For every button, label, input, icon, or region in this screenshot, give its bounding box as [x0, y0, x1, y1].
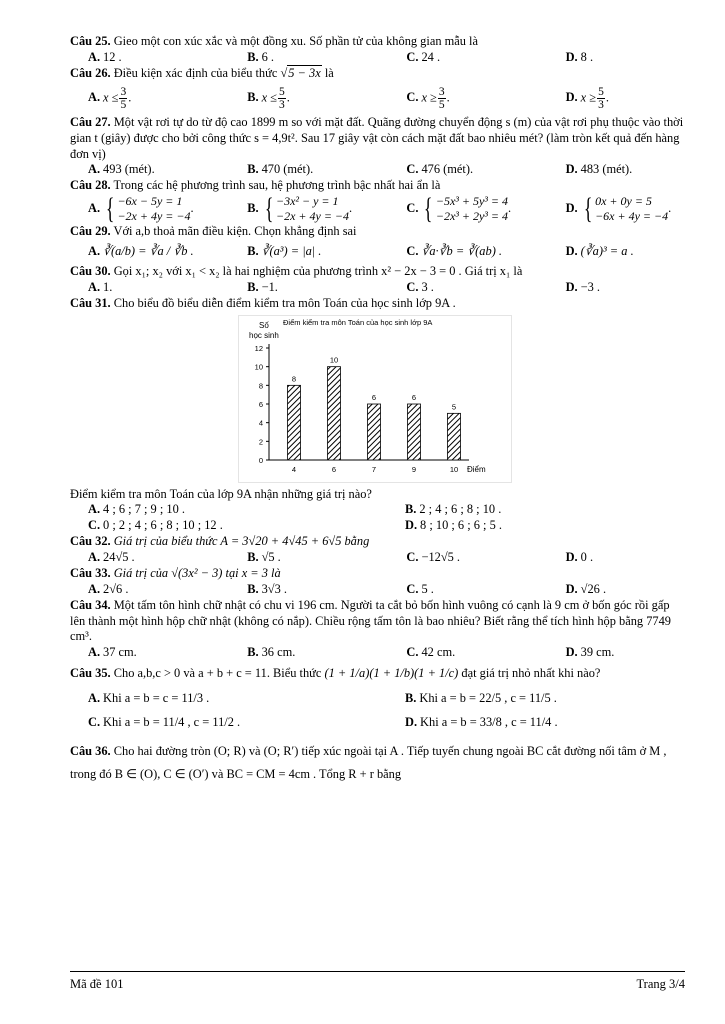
q25-options	[70, 50, 685, 66]
question-36: Câu 36. Cho hai đường tròn (O; R) và (O; R′) tiếp xúc ngoài tại A . Tiếp tuyến chung ngoài BC cắt đường nối tâm ở M , trong đó B ∈ (O), C ∈ (O′) và BC = CM = 4cm . Tổng R + r bằng	[70, 743, 667, 782]
q31-options-row2	[70, 518, 685, 534]
question-27: Câu 27. Một vật rơi tự do từ độ cao 1899 m so với mặt đất. Quãng đường chuyển động s (m) của vật rơi phụ thuộc vào thời gian t (giây) được cho bởi công thức s = 4,9t². Sau 17 giây vật còn cách mặt đất bao nhiêu mét? (làm tròn kết quả đến hàng đơn vị)	[70, 114, 684, 161]
q25-option-c: C. 24 .	[406, 49, 441, 64]
q28-option-d: D. { 0x + 0y = 5 −6x + 4y = −4 .	[565, 192, 672, 226]
chart-data-label: 8	[291, 373, 297, 383]
q33-option-c: C. 5 .	[406, 581, 434, 596]
question-25: Câu 25. Gieo một con xúc xắc và một đồng xu. Số phần tử của không gian mẫu là	[70, 34, 478, 48]
exam-code: Mã đề 101	[70, 977, 124, 991]
bar-chart	[238, 315, 512, 483]
q35-options-row2	[70, 711, 685, 735]
q28-option-b: B. { −3x² − y = 1 −2x + 4y = −4 .	[247, 192, 353, 226]
q30-option-b: B. −1.	[247, 279, 278, 294]
bar-chart-svg	[239, 316, 511, 482]
q26-option-c: C. x ≥ $\frac{3}{5}$ .	[406, 85, 450, 111]
q33-option-b: B. 3√3 .	[247, 581, 287, 596]
q29-option-d: D. (∛a)³ = a .	[565, 244, 634, 258]
q31-options-row1	[70, 502, 685, 518]
chart-xlabel: Điểm	[467, 464, 486, 474]
chart-ytick-label: 0	[258, 455, 263, 465]
q35-option-d: D. Khi a = b = 33/8 , c = 11/4 .	[405, 714, 558, 729]
q33-option-a: A. 2√6 .	[88, 581, 129, 596]
chart-xtick-label: 7	[371, 464, 377, 474]
q26-option-d: D. x ≥ $\frac{5}{3}$ .	[565, 85, 609, 111]
q34-option-a: A. 37 cm.	[88, 645, 137, 660]
chart-ytick-label: 10	[254, 362, 263, 372]
question-32: Câu 32. Giá trị của biểu thức A = 3√20 + 4√45 + 6√5 bằng	[70, 534, 370, 549]
chart-ytick-label: 12	[254, 343, 263, 353]
q31-option-d: D. 8 ; 10 ; 6 ; 6 ; 5 .	[405, 518, 502, 533]
chart-bar	[288, 385, 301, 460]
q29-option-c: C. ∛a·∛b = ∛(ab) .	[406, 244, 503, 258]
q34-option-c: C. 42 cm.	[406, 645, 456, 660]
page-number: Trang 3/4	[636, 977, 685, 991]
q30-option-d: D. −3 .	[565, 279, 601, 294]
q32-option-c: C. −12√5 .	[406, 550, 461, 564]
q25-option-d: D. 8 .	[565, 49, 594, 64]
chart-title: Điểm kiểm tra môn Toán của học sinh lớp 9A	[283, 317, 433, 327]
exam-page	[70, 34, 685, 787]
q30-option-c: C. 3 .	[406, 279, 434, 294]
q27-option-c: C. 476 (mét).	[406, 162, 474, 177]
question-34: Câu 34. Một tấm tôn hình chữ nhật có chu vi 196 cm. Người ta cắt bỏ bốn hình vuông có cạnh là 9 cm ở bốn góc rồi gấp lên thành một hình hộp chữ nhật (không có nắp). Chiều rộng tấm tôn là bao nhiêu? Biết rằng thể tích hình hộp bằng 7749 cm³.	[70, 597, 671, 644]
q27-option-a: A. 493 (mét).	[88, 162, 155, 177]
chart-data-label: 6	[371, 392, 377, 402]
q27-options	[70, 162, 685, 178]
q31-option-c: C. 0 ; 2 ; 4 ; 6 ; 8 ; 10 ; 12 .	[88, 518, 223, 533]
q30-option-a: A. 1.	[88, 279, 113, 294]
q35-options-row1	[70, 687, 685, 711]
chart-ytick-label: 2	[258, 436, 263, 446]
chart-xtick-label: 6	[331, 464, 337, 474]
question-28: Câu 28. Trong các hệ phương trình sau, hệ phương trình bậc nhất hai ẩn là	[70, 178, 441, 193]
q34-option-d: D. 39 cm.	[565, 645, 615, 660]
q32-option-b: B. √5 .	[247, 550, 281, 564]
question-31: Câu 31. Cho biểu đồ biểu diễn điểm kiểm tra môn Toán của học sinh lớp 9A .	[70, 295, 456, 310]
q33-options	[70, 582, 685, 598]
q28-options	[70, 194, 685, 224]
q32-option-a: A. 24√5 .	[88, 550, 135, 564]
q35-option-c: C. Khi a = b = 11/4 , c = 11/2 .	[88, 714, 241, 729]
chart-ylabel-1: Số	[259, 320, 269, 330]
q31-option-a: A. 4 ; 6 ; 7 ; 9 ; 10 .	[88, 502, 185, 517]
q26-option-b: B. x ≤ $\frac{5}{3}$ .	[247, 85, 290, 111]
q26-options	[70, 82, 685, 115]
question-35: Câu 35. Cho a,b,c > 0 và a + b + c = 11. Biểu thức (1 + 1/a)(1 + 1/b)(1 + 1/c) đạt giá trị nhỏ nhất khi nào?	[70, 666, 601, 681]
chart-bar	[328, 366, 341, 459]
question-31-prompt: Điểm kiểm tra môn Toán của lớp 9A nhận những giá trị nào?	[70, 486, 372, 501]
q29-option-a: A. ∛(a/b) = ∛a / ∛b .	[88, 244, 194, 258]
q30-options	[70, 280, 685, 296]
chart-ytick-label: 4	[258, 418, 263, 428]
question-26: Câu 26. Điều kiện xác định của biểu thức √5 − 3x là	[70, 65, 334, 80]
chart-bar	[368, 404, 381, 460]
chart-xtick-label: 4	[291, 464, 297, 474]
chart-xtick-label: 9	[411, 464, 417, 474]
q35-option-b: B. Khi a = b = 22/5 , c = 11/5 .	[405, 691, 557, 705]
q35-option-a: A. Khi a = b = c = 11/3 .	[88, 691, 210, 705]
chart-ylabel-2: học sinh	[249, 330, 279, 340]
q32-options	[70, 550, 685, 566]
q29-options	[70, 240, 685, 264]
chart-bar	[448, 413, 461, 460]
q29-option-b: B. ∛(a³) = |a| .	[247, 244, 322, 258]
question-33: Câu 33. Giá trị của √(3x² − 3) tại x = 3 là	[70, 565, 281, 580]
q34-options	[70, 645, 685, 661]
chart-xtick-label: 10	[449, 464, 459, 474]
chart-data-label: 6	[411, 392, 417, 402]
question-29: Câu 29. Với a,b thoả mãn điều kiện. Chọn khẳng định sai	[70, 224, 357, 239]
q28-option-a: A. { −6x − 5y = 1 −2x + 4y = −4 .	[88, 192, 194, 226]
q27-option-d: D. 483 (mét).	[565, 162, 633, 177]
page-footer	[70, 971, 685, 992]
chart-data-label: 10	[329, 355, 339, 365]
q33-option-d: D. √26 .	[565, 581, 607, 596]
q34-option-b: B. 36 cm.	[247, 645, 296, 660]
q32-option-d: D. 0 .	[565, 550, 594, 564]
q28-option-c: C. { −5x³ + 5y³ = 4 −2x³ + 2y³ = 4 .	[406, 192, 512, 226]
q25-option-a: A. 12 .	[88, 49, 122, 64]
q27-option-b: B. 470 (mét).	[247, 162, 314, 177]
q31-option-b: B. 2 ; 4 ; 6 ; 8 ; 10 .	[405, 502, 502, 517]
question-30: Câu 30. Gọi x₁; x₂ với x₁ < x₂ là hai nghiệm của phương trình x² − 2x − 3 = 0 . Giá trị x₁ là	[70, 263, 523, 278]
q26-option-a: A. x ≤ $\frac{3}{5}$ .	[88, 85, 132, 111]
chart-ytick-label: 8	[258, 380, 263, 390]
chart-ytick-label: 6	[258, 399, 263, 409]
q25-option-b: B. 6 .	[247, 49, 274, 64]
chart-data-label: 5	[451, 401, 457, 411]
chart-bar	[408, 404, 421, 460]
